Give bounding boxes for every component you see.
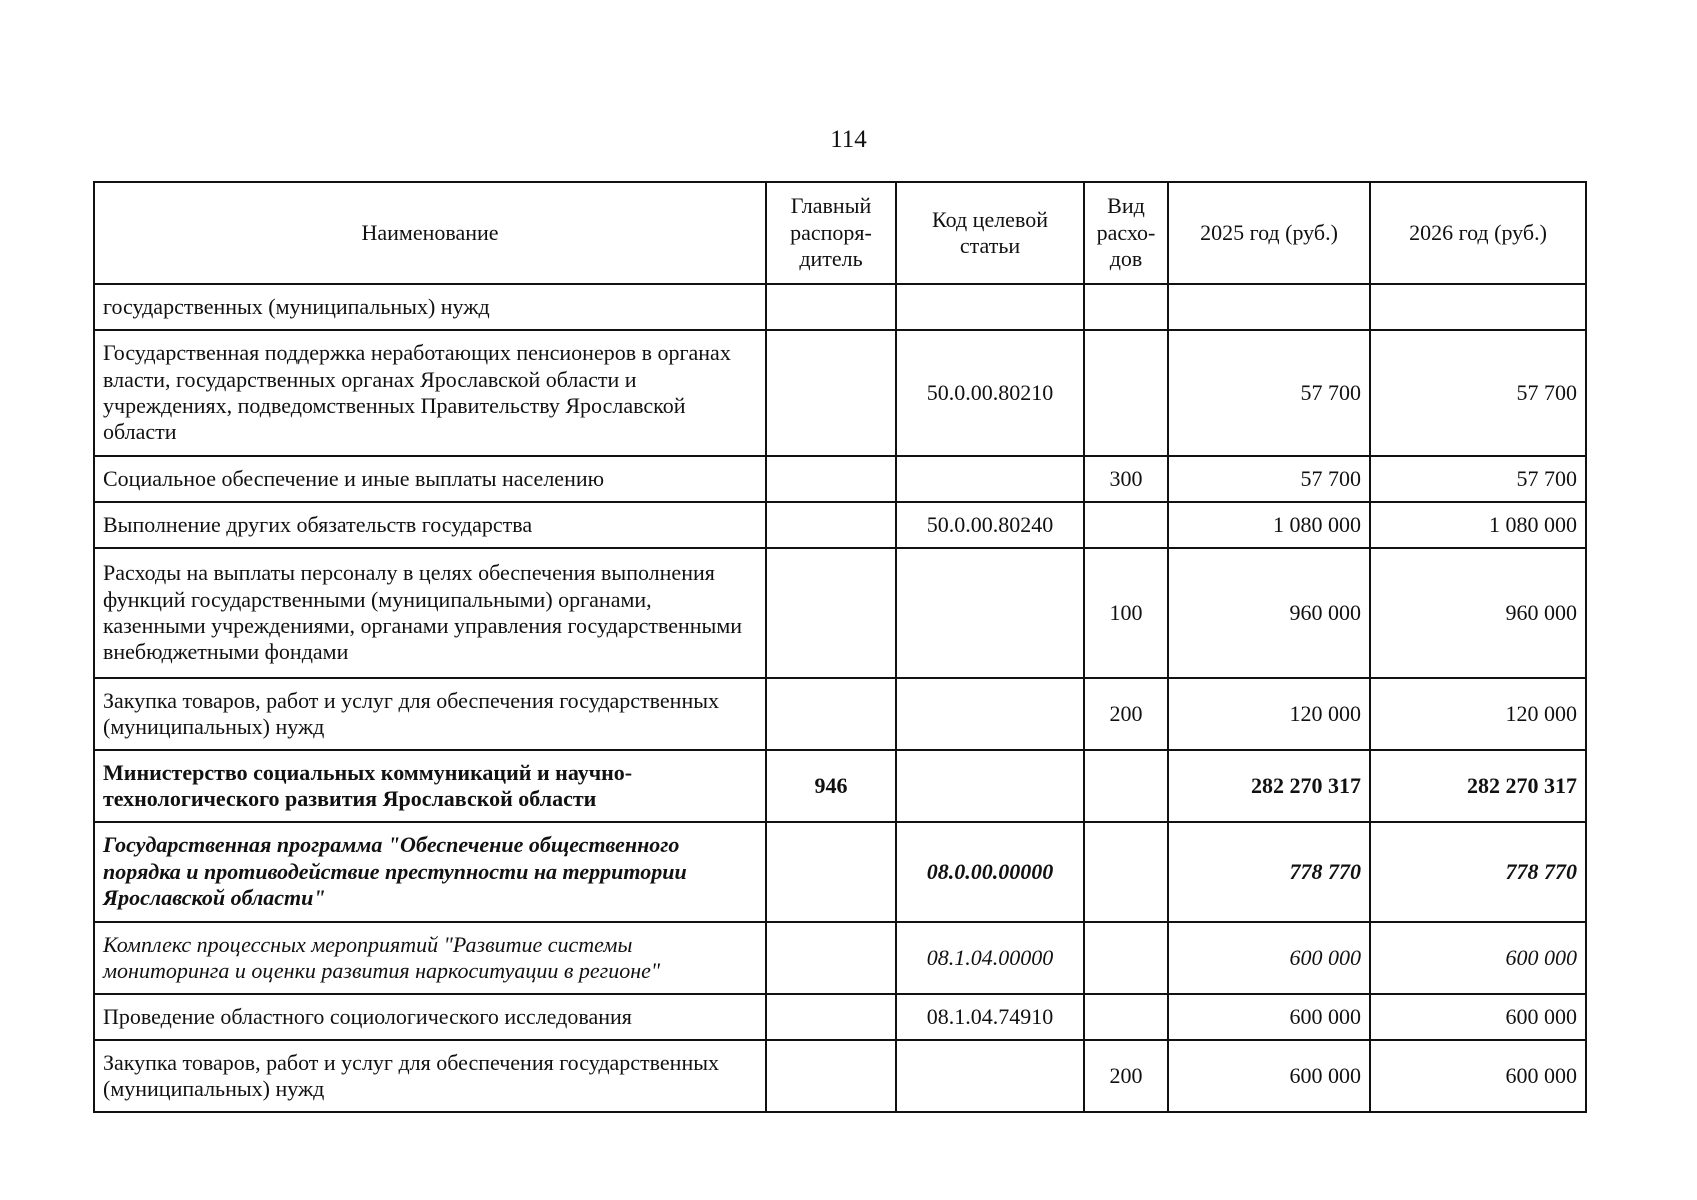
row-type — [1084, 502, 1168, 548]
row-code — [896, 750, 1084, 822]
table-header-row — [94, 182, 1586, 284]
row-2026: 778 770 — [1370, 822, 1586, 922]
row-manager — [766, 284, 896, 330]
row-2026: 960 000 — [1370, 548, 1586, 678]
header-name: Наименование — [94, 182, 766, 284]
row-code: 08.1.04.00000 — [896, 922, 1084, 994]
row-name: Государственная поддержка неработающих пенсионеров в органах власти, государственных органах Ярославской области и учреждениях, подведомственных Правительству Ярославской области — [94, 330, 766, 456]
row-2025: 120 000 — [1168, 678, 1370, 750]
row-name: Министерство социальных коммуникаций и научно-технологического развития Ярославской области — [94, 750, 766, 822]
header-type: Вид расхо- дов — [1084, 182, 1168, 284]
table-row — [94, 284, 1586, 330]
row-code — [896, 284, 1084, 330]
table-row — [94, 330, 1586, 456]
table-row — [94, 922, 1586, 994]
row-2026: 600 000 — [1370, 1040, 1586, 1112]
header-2025: 2025 год (руб.) — [1168, 182, 1370, 284]
row-manager — [766, 678, 896, 750]
row-2026: 600 000 — [1370, 994, 1586, 1040]
row-name: Закупка товаров, работ и услуг для обеспечения государственных (муниципальных) нужд — [94, 678, 766, 750]
row-name: Комплекс процессных мероприятий "Развитие системы мониторинга и оценки развития наркоситуации в регионе" — [94, 922, 766, 994]
row-type — [1084, 994, 1168, 1040]
header-manager: Главный распоря- дитель — [766, 182, 896, 284]
table-row — [94, 456, 1586, 502]
row-name: Проведение областного социологического исследования — [94, 994, 766, 1040]
row-2025: 778 770 — [1168, 822, 1370, 922]
row-type — [1084, 284, 1168, 330]
row-name: государственных (муниципальных) нужд — [94, 284, 766, 330]
row-name: Закупка товаров, работ и услуг для обеспечения государственных (муниципальных) нужд — [94, 1040, 766, 1112]
row-type — [1084, 330, 1168, 456]
budget-table — [93, 181, 1587, 1113]
row-manager: 946 — [766, 750, 896, 822]
row-2025: 600 000 — [1168, 994, 1370, 1040]
row-manager — [766, 548, 896, 678]
row-manager — [766, 502, 896, 548]
table-row — [94, 822, 1586, 922]
row-2026: 120 000 — [1370, 678, 1586, 750]
row-type: 100 — [1084, 548, 1168, 678]
row-code — [896, 678, 1084, 750]
row-2025: 57 700 — [1168, 330, 1370, 456]
row-name: Выполнение других обязательств государства — [94, 502, 766, 548]
row-manager — [766, 922, 896, 994]
row-code — [896, 456, 1084, 502]
row-2025: 600 000 — [1168, 922, 1370, 994]
row-type — [1084, 750, 1168, 822]
row-code — [896, 1040, 1084, 1112]
row-type — [1084, 922, 1168, 994]
row-type: 200 — [1084, 1040, 1168, 1112]
row-code: 50.0.00.80210 — [896, 330, 1084, 456]
row-2026: 57 700 — [1370, 456, 1586, 502]
table-row — [94, 750, 1586, 822]
row-name: Социальное обеспечение и иные выплаты населению — [94, 456, 766, 502]
page-number: 114 — [830, 126, 867, 153]
row-2026: 282 270 317 — [1370, 750, 1586, 822]
row-2025: 960 000 — [1168, 548, 1370, 678]
row-2026 — [1370, 284, 1586, 330]
row-2026: 57 700 — [1370, 330, 1586, 456]
row-2025 — [1168, 284, 1370, 330]
row-code — [896, 548, 1084, 678]
row-code: 08.0.00.00000 — [896, 822, 1084, 922]
row-2025: 1 080 000 — [1168, 502, 1370, 548]
table-row — [94, 1040, 1586, 1112]
row-type: 300 — [1084, 456, 1168, 502]
row-code: 50.0.00.80240 — [896, 502, 1084, 548]
row-manager — [766, 456, 896, 502]
row-name: Государственная программа "Обеспечение общественного порядка и противодействие преступности на территории Ярославской области" — [94, 822, 766, 922]
row-manager — [766, 1040, 896, 1112]
table-row — [94, 994, 1586, 1040]
row-code: 08.1.04.74910 — [896, 994, 1084, 1040]
row-manager — [766, 822, 896, 922]
row-2026: 1 080 000 — [1370, 502, 1586, 548]
row-name: Расходы на выплаты персоналу в целях обеспечения выполнения функций государственными (муниципальными) органами, казенными учреждениями, органами управления государственными внебюджетными фондами — [94, 548, 766, 678]
header-2026: 2026 год (руб.) — [1370, 182, 1586, 284]
table-row — [94, 502, 1586, 548]
row-manager — [766, 994, 896, 1040]
row-manager — [766, 330, 896, 456]
row-2026: 600 000 — [1370, 922, 1586, 994]
row-2025: 282 270 317 — [1168, 750, 1370, 822]
row-type — [1084, 822, 1168, 922]
table-row — [94, 548, 1586, 678]
row-type: 200 — [1084, 678, 1168, 750]
row-2025: 57 700 — [1168, 456, 1370, 502]
header-code: Код целевой статьи — [896, 182, 1084, 284]
row-2025: 600 000 — [1168, 1040, 1370, 1112]
table-row — [94, 678, 1586, 750]
